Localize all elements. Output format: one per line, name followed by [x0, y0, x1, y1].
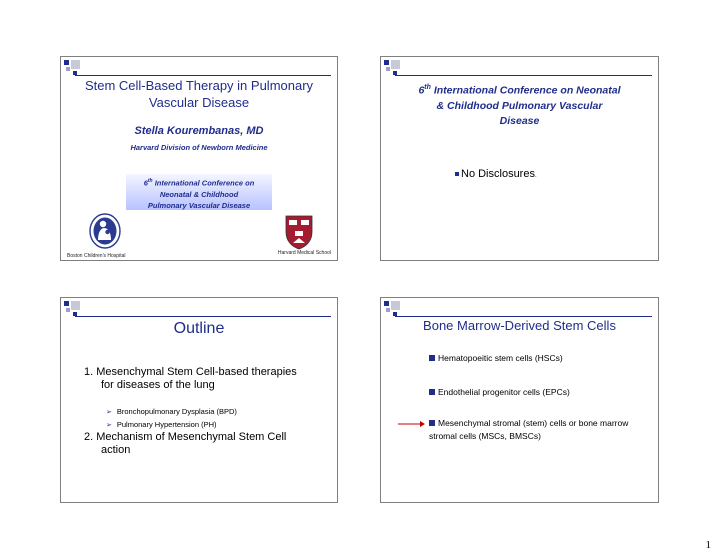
- slide-4-heading: Bone Marrow-Derived Stem Cells: [423, 318, 616, 333]
- harvard-medical-school-logo: [283, 214, 315, 250]
- author-name: Stella Kourembanas, MD: [134, 125, 264, 137]
- caption-boston-childrens: Boston Children's Hospital: [67, 253, 126, 259]
- slide-header-rule: [395, 75, 652, 76]
- slide-corner-decoration: [64, 60, 84, 76]
- boston-childrens-hospital-logo: [89, 213, 121, 249]
- slide-3-heading: Outline: [173, 320, 225, 337]
- author-affiliation: Harvard Division of Newborn Medicine: [130, 143, 268, 152]
- slide-header-rule: [75, 316, 331, 317]
- page-number: 1: [705, 539, 711, 551]
- outline-item-1: 1. Mesenchymal Stem Cell-based therapies for diseases of the lung: [84, 366, 297, 391]
- outline-subitem-ph: ➢ Pulmonary Hypertension (PH): [106, 420, 217, 429]
- slide-header-rule: [395, 316, 652, 317]
- list-item-hscs: Hematopoeitic stem cells (HSCs): [429, 352, 653, 365]
- bullet-square-icon: [429, 355, 435, 361]
- slide-corner-decoration: [64, 301, 84, 317]
- list-item-epcs: Endothelial progenitor cells (EPCs): [429, 386, 653, 399]
- list-item-mscs: Mesenchymal stromal (stem) cells or bone marrow stromal cells (MSCs, BMSCs): [429, 418, 629, 441]
- slide-4-bone-marrow: [380, 297, 659, 503]
- bullet-square-icon: [429, 420, 435, 426]
- bullet-square-icon: [429, 389, 435, 395]
- slide-1-title: [60, 56, 338, 261]
- slide-2-disclosures: [380, 56, 659, 261]
- outline-item-2: 2. Mechanism of Mesenchymal Stem Cell action: [84, 431, 287, 456]
- slide-header-rule: [75, 75, 331, 76]
- no-disclosures-bullet: No Disclosures.: [455, 168, 537, 180]
- slide-corner-decoration: [384, 301, 404, 317]
- slide-1-heading: Stem Cell-Based Therapy in Pulmonary Vascular Disease: [84, 78, 314, 110]
- caption-harvard-medical: Harvard Medical School: [277, 250, 331, 256]
- slide-2-heading: 6th International Conference on Neonatal & Childhood Pulmonary Vascular Disease: [418, 84, 621, 127]
- arrow-bullet-icon: ➢: [106, 422, 112, 429]
- conference-box: 6th International Conference on Neonatal & Childhood Pulmonary Vascular Disease: [126, 174, 272, 210]
- bullet-square-icon: [455, 172, 459, 176]
- slide-3-outline: [60, 297, 338, 503]
- red-arrow-icon: [398, 420, 426, 428]
- slide-corner-decoration: [384, 60, 404, 76]
- arrow-bullet-icon: ➢: [106, 409, 112, 416]
- outline-subitem-bpd: ➢ Bronchopulmonary Dysplasia (BPD): [106, 407, 237, 416]
